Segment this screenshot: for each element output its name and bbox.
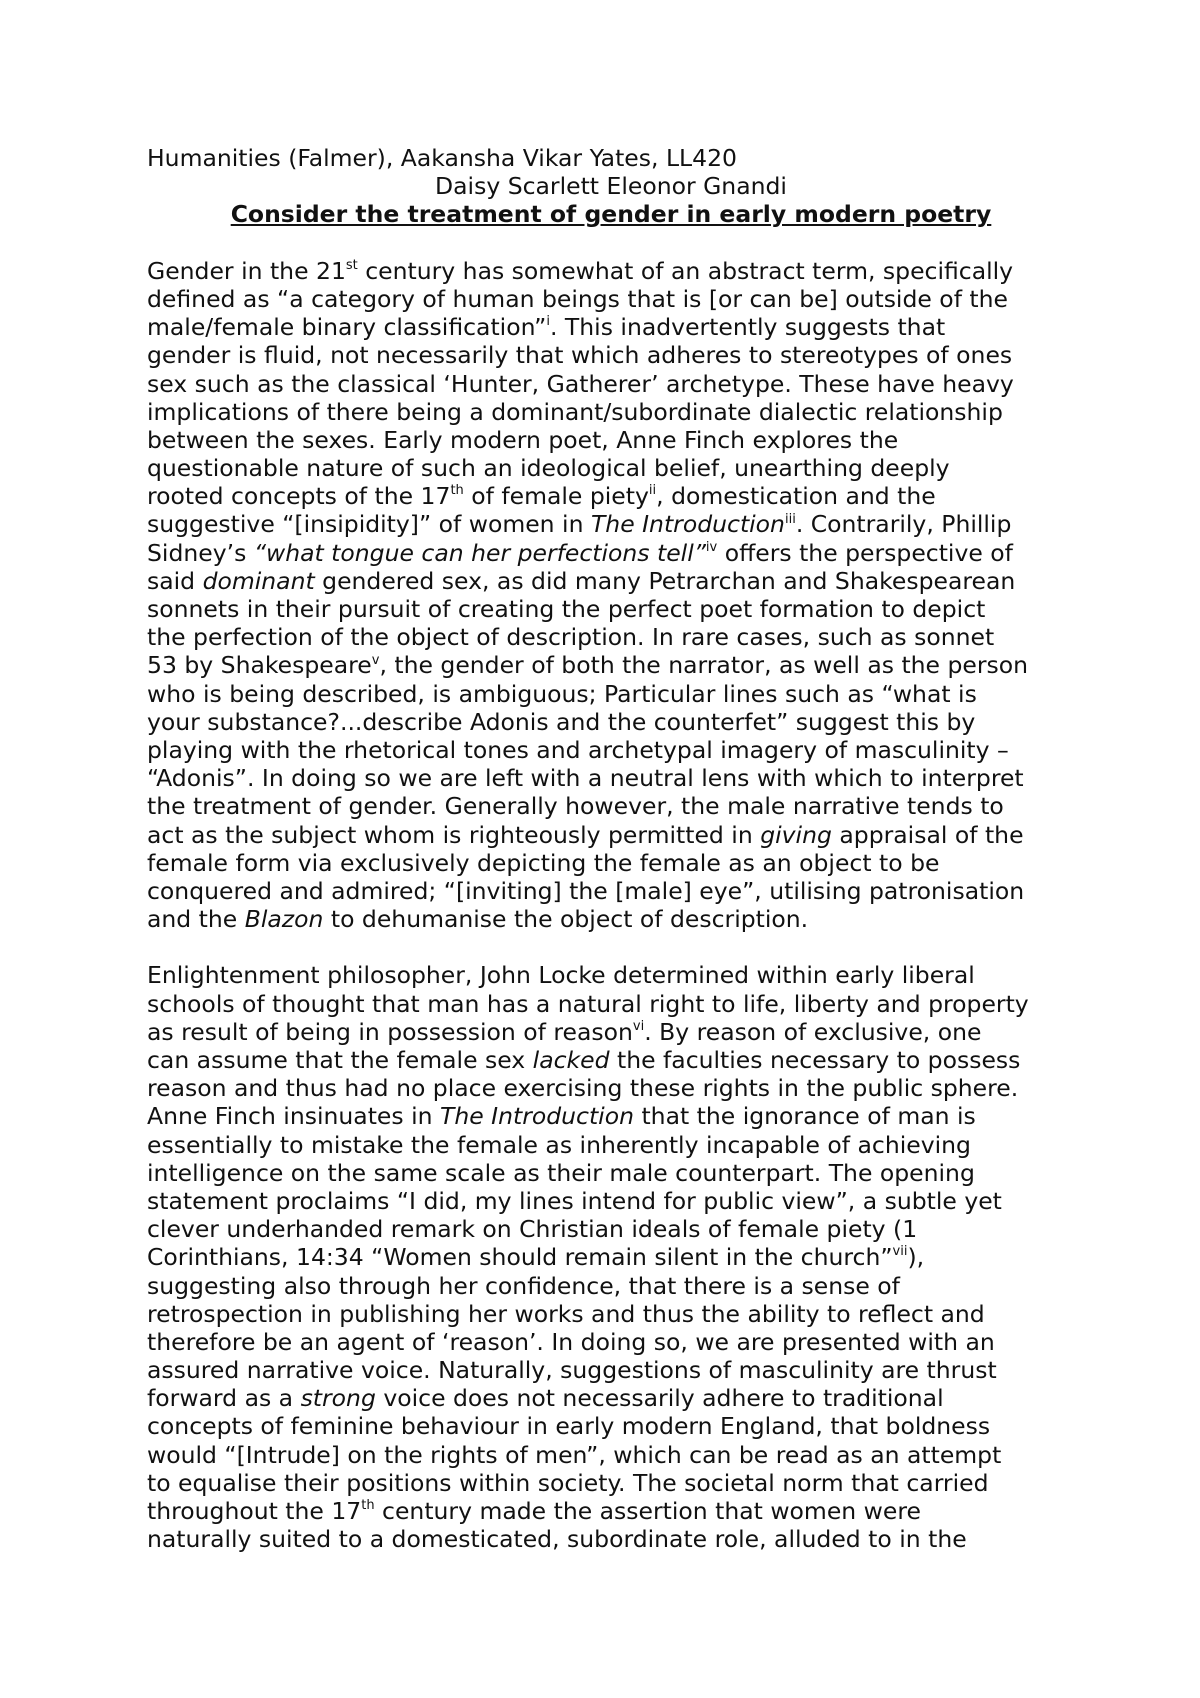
text-line: the treatment of gender. Generally however, the male narrative tends to	[147, 792, 1004, 821]
text-line: reason and thus had no place exercising these rights in the public sphere.	[147, 1074, 1019, 1103]
paragraph-1	[147, 257, 1075, 934]
spacer	[147, 229, 1075, 257]
text-line: Anne Finch insinuates in The Introduction that the ignorance of man is	[147, 1102, 976, 1131]
text-line: rooted concepts of the 17th of female piety$^{ii}$, domestication and the	[147, 482, 936, 511]
document-body	[147, 144, 1075, 1553]
paragraph-2	[147, 961, 1075, 1553]
text-line: female form via exclusively depicting the female as an object to be	[147, 848, 940, 877]
text-line: between the sexes. Early modern poet, Anne Finch explores the	[147, 425, 899, 454]
author-name: Daisy Scarlett Eleonor Gnandi	[435, 172, 787, 201]
spacer	[147, 933, 1075, 961]
text-line: to equalise their positions within society. The societal norm that carried	[147, 1468, 989, 1497]
text-line: Gender in the 21st century has somewhat of an abstract term, specifically	[147, 256, 1014, 285]
text-line: playing with the rhetorical tones and archetypal imagery of masculinity –	[147, 735, 1009, 764]
text-line: naturally suited to a domesticated, subordinate role, alluded to in the	[147, 1525, 967, 1554]
text-line: can assume that the female sex lacked the faculties necessary to possess	[147, 1046, 1021, 1074]
text-line: and the Blazon to dehumanise the object of description.	[147, 905, 809, 934]
footnote-ref[interactable]: vii	[892, 1244, 908, 1260]
text-line: intelligence on the same scale as their male counterpart. The opening	[147, 1158, 975, 1187]
emphasis: strong	[300, 1384, 376, 1413]
text-line: clever underhanded remark on Christian ideals of female piety (1	[147, 1215, 918, 1244]
text-line: said dominant gendered sex, as did many Petrarchan and Shakespearean	[147, 566, 1016, 595]
poem-title: The Introduction	[439, 1102, 634, 1131]
text-line: assured narrative voice. Naturally, suggestions of masculinity are thrust	[147, 1356, 997, 1385]
text-line: therefore be an agent of ‘reason’. In doing so, we are presented with an	[147, 1327, 995, 1356]
text-line: questionable nature of such an ideological belief, unearthing deeply	[147, 454, 950, 483]
text-line: sonnets in their pursuit of creating the perfect poet formation to depict	[147, 595, 986, 623]
text-line: sex such as the classical ‘Hunter, Gatherer’ archetype. These have heavy	[147, 369, 1014, 398]
emphasis: lacked	[532, 1046, 610, 1074]
text-line: implications of there being a dominant/subordinate dialectic relationship	[147, 397, 1003, 426]
text-line: gender is fluid, not necessarily that which adheres to stereotypes of ones	[147, 341, 1013, 370]
text-line: suggesting also through her confidence, that there is a sense of	[147, 1271, 900, 1300]
text-line: essentially to mistake the female as inherently incapable of achieving	[147, 1130, 971, 1159]
text-line: as result of being in possession of reason$^{vi}$. By reason of exclusive, one	[147, 1017, 982, 1046]
text-line: act as the subject whom is righteously permitted in giving appraisal of the	[147, 820, 1024, 849]
footnote-ref[interactable]: vi	[632, 1018, 645, 1034]
text-line: male/female binary classification”$^i$. This inadvertently suggests that	[147, 313, 946, 342]
text-line: “Adonis”. In doing so we are left with a neutral lens with which to interpret	[147, 764, 1024, 793]
footnote-ref[interactable]: ii	[648, 483, 657, 499]
text-line: concepts of feminine behaviour in early modern England, that boldness	[147, 1412, 991, 1441]
emphasis: giving	[760, 820, 832, 849]
text-line: retrospection in publishing her works and thus the ability to reflect and	[147, 1299, 985, 1328]
text-line: Sidney’s “what tongue can her perfections tell”$^{iv}$ offers the perspective of	[147, 538, 1013, 567]
text-line: Enlightenment philosopher, John Locke determined within early liberal	[147, 961, 975, 990]
text-line: the perfection of the object of description. In rare cases, such as sonnet	[147, 623, 995, 652]
text-line: throughout the 17th century made the assertion that women were	[147, 1497, 921, 1525]
text-line: schools of thought that man has a natural right to life, liberty and property	[147, 989, 1029, 1018]
superscript: th	[450, 483, 464, 499]
footnote-ref[interactable]: v	[371, 652, 380, 668]
footnote-ref[interactable]: iv	[705, 539, 718, 555]
text-line: conquered and admired; “[inviting] the [male] eye”, utilising patronisation	[147, 876, 1025, 905]
text-line: who is being described, is ambiguous; Particular lines such as “what is	[147, 679, 977, 708]
text-line: 53 by Shakespeare$^v$, the gender of both the narrator, as well as the person	[147, 651, 1029, 680]
footnote-ref[interactable]: i	[546, 314, 550, 330]
header-info-line: Humanities (Falmer), Aakansha Vikar Yates, LL420	[147, 144, 737, 172]
emphasis: dominant	[202, 566, 315, 595]
text-line: would “[Intrude] on the rights of men”, which can be read as an attempt	[147, 1440, 1002, 1469]
text-line: suggestive “[insipidity]” of women in The Introduction$^{iii}$. Contrarily, Phillip	[147, 510, 1012, 539]
footnote-ref: st	[345, 257, 358, 273]
emphasis: Blazon	[244, 905, 324, 934]
text-line: your substance?...describe Adonis and the counterfet” suggest this by	[147, 707, 976, 736]
text-line: statement proclaims “I did, my lines intend for public view”, a subtle yet	[147, 1186, 1002, 1215]
text-line: defined as “a category of human beings that is [or can be] outside of the	[147, 284, 1008, 313]
text-line: Corinthians, 14:34 “Women should remain silent in the church”$^{vii}$),	[147, 1243, 925, 1272]
essay-title: Consider the treatment of gender in early modern poetry	[230, 200, 992, 229]
superscript: th	[361, 1498, 375, 1514]
poem-quote: “what tongue can her perfections tell”	[253, 538, 706, 567]
poem-title: The Introduction	[590, 510, 785, 539]
text-line: forward as a strong voice does not necessarily adhere to traditional	[147, 1384, 944, 1413]
footnote-ref[interactable]: iii	[784, 511, 796, 527]
